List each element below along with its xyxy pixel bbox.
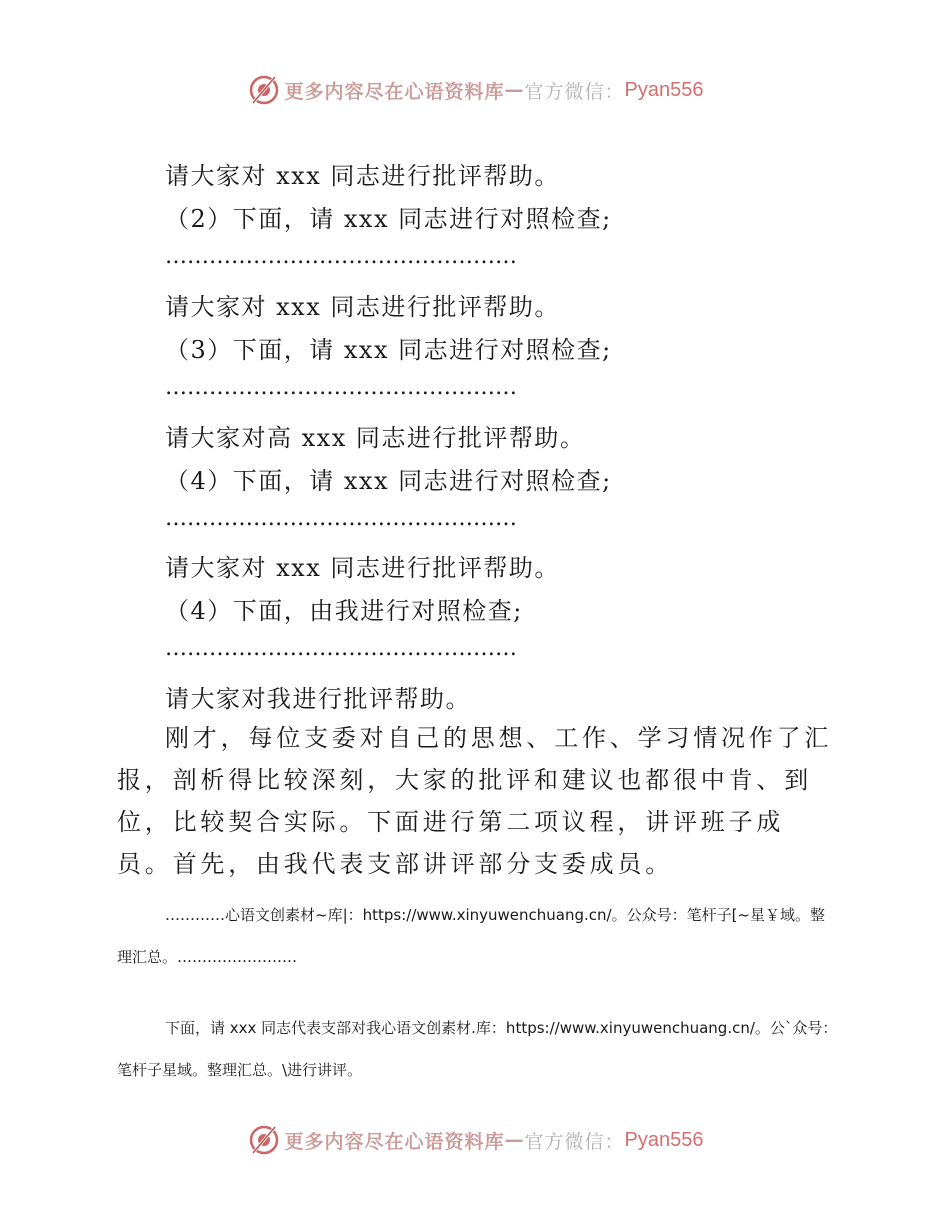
- source-note: 下面，请 xxx 同志代表支部对我心语文创素材.库：https://www.xinyuwenchuang.cn/。公`众号：笔杆子星域。整理汇总。\进行讲评。: [117, 1019, 838, 1079]
- banner-sub-text: 官方微信：: [524, 1130, 625, 1153]
- body-paragraph: 刚才，每位支委对自己的思想、工作、学习情况作了汇报，剖析得比较深刻，大家的批评和建议也都很中肯、到位，比较契合实际。下面进行第二项议程，讲评班子成员。首先，由我代表支部讲评部分支委成员。: [117, 724, 833, 878]
- ellipsis-line: …………………………………………: [165, 375, 517, 400]
- ellipsis-line: …………………………………………: [165, 636, 517, 661]
- quill-logo-icon: [247, 1123, 281, 1157]
- banner-dash: —: [504, 79, 525, 101]
- text-line: 请大家对 xxx 同志进行批评帮助。: [165, 293, 560, 321]
- banner-main-text: 更多内容尽在心语资料库: [284, 1130, 505, 1153]
- source-note: …………心语文创素材~库|：https://www.xinyuwenchuang.cn/。公众号：笔杆子[~星￥域。整理汇总。……………………: [117, 906, 826, 966]
- banner-wechat-id: Pyan556: [624, 1128, 704, 1151]
- header-watermark-banner: [0, 68, 950, 112]
- ellipsis-line: …………………………………………: [165, 506, 517, 531]
- text-line: 请大家对我进行批评帮助。: [165, 685, 471, 713]
- text-line: 请大家对 xxx 同志进行批评帮助。: [165, 554, 560, 582]
- ellipsis-line: …………………………………………: [165, 244, 517, 269]
- text-line: （2）下面，请 xxx 同志进行对照检查;: [165, 205, 612, 233]
- footer-watermark-banner: [0, 1118, 950, 1162]
- banner-wechat-id: Pyan556: [624, 78, 704, 101]
- text-line: （4）下面，请 xxx 同志进行对照检查;: [165, 467, 612, 495]
- banner-sub-text: 官方微信：: [524, 80, 625, 103]
- banner-main-text: 更多内容尽在心语资料库: [284, 80, 505, 103]
- banner-dash: —: [504, 1129, 525, 1151]
- text-line: （4）下面，由我进行对照检查;: [165, 597, 523, 625]
- text-line: 请大家对 xxx 同志进行批评帮助。: [165, 162, 560, 190]
- quill-logo-icon: [247, 73, 281, 107]
- text-line: （3）下面，请 xxx 同志进行对照检查;: [165, 336, 612, 364]
- text-line: 请大家对高 xxx 同志进行批评帮助。: [165, 424, 586, 452]
